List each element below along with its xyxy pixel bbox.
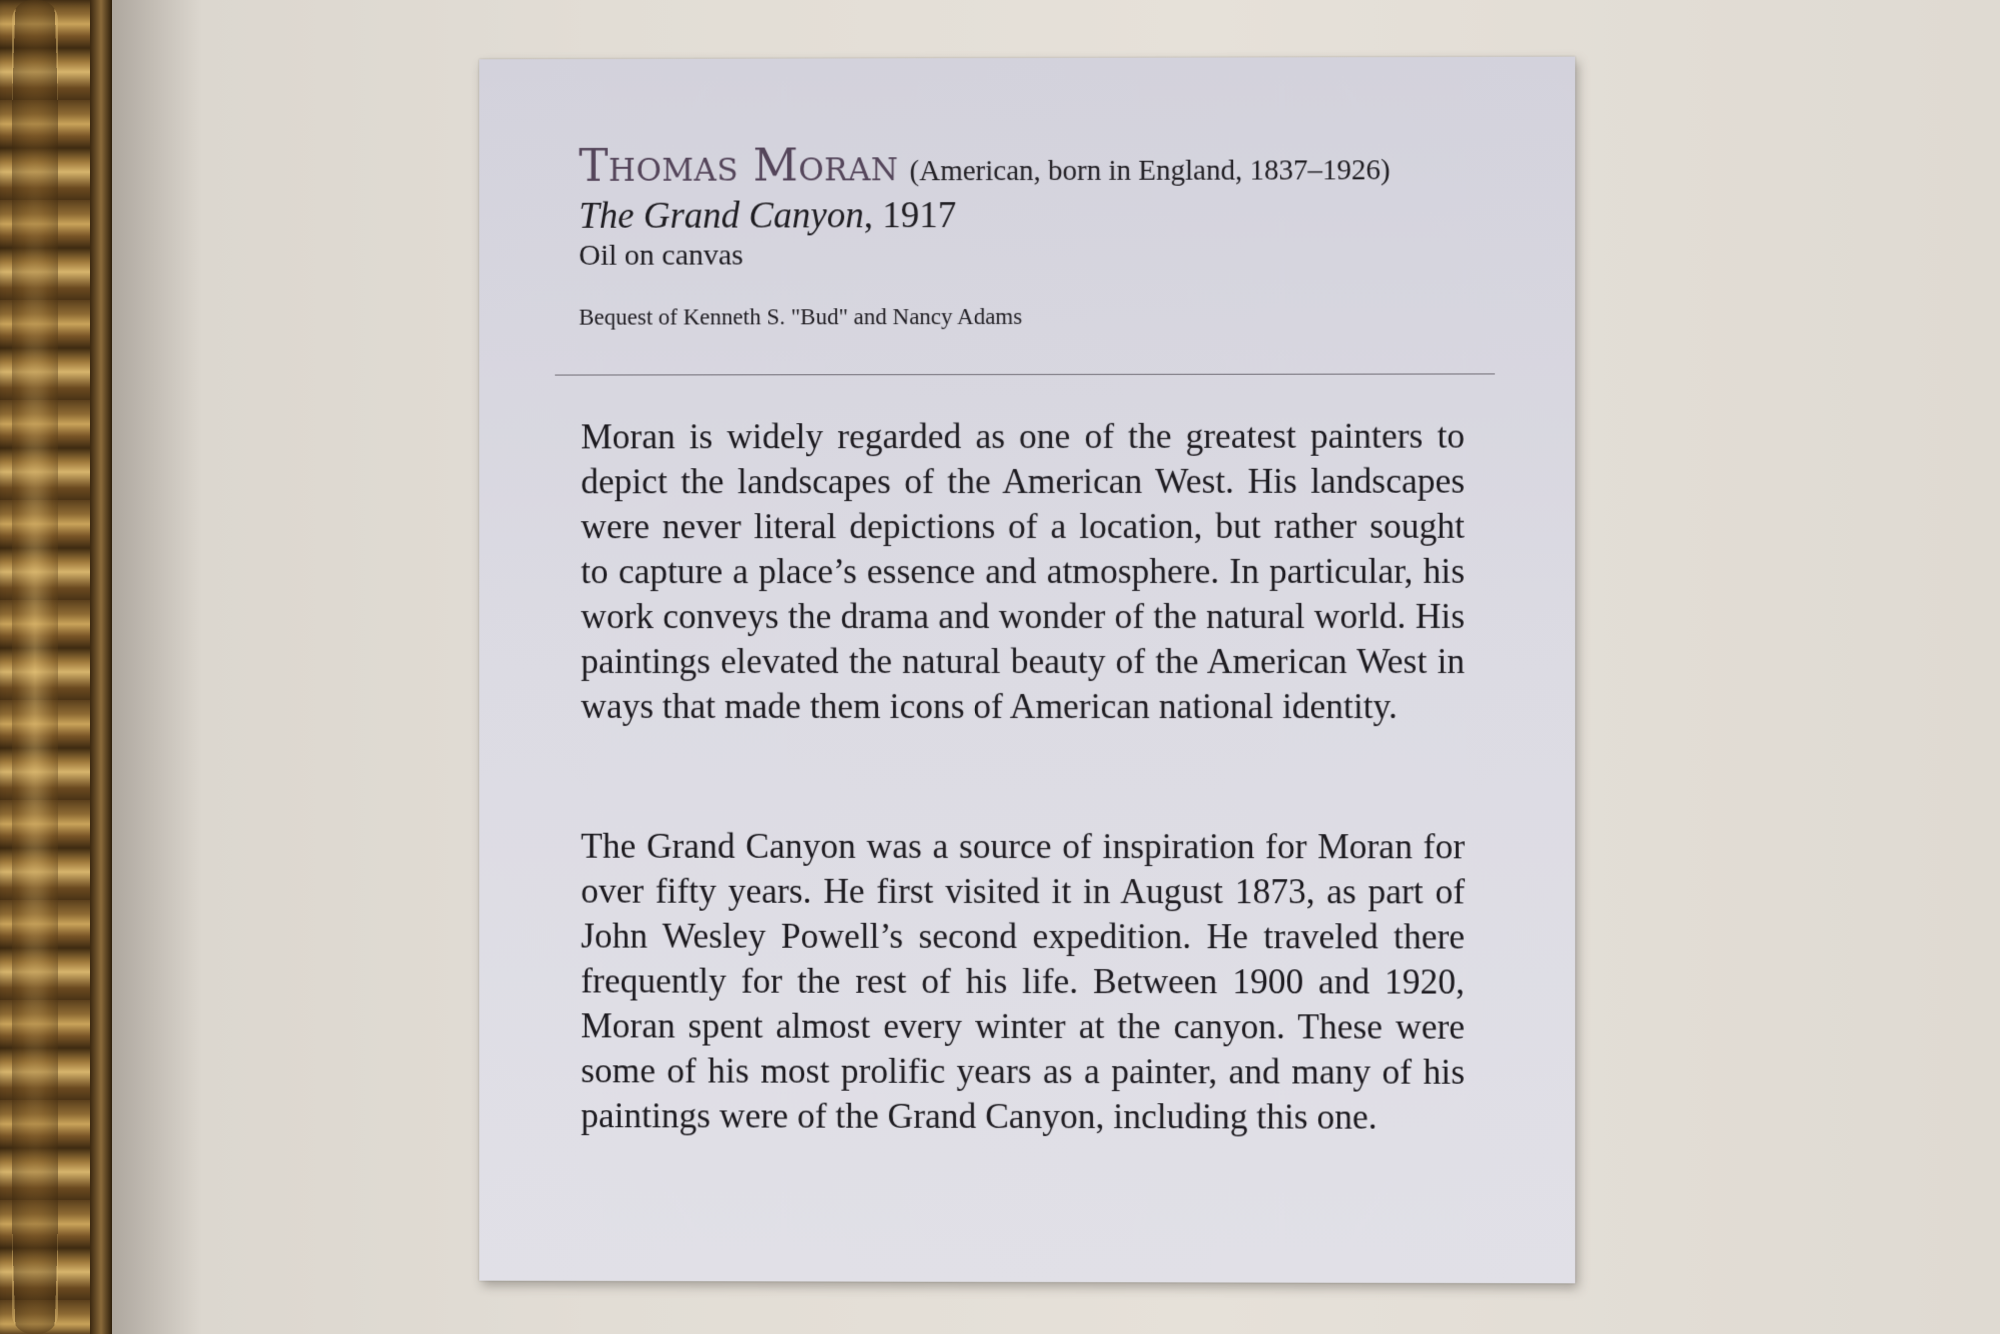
artwork-year: , 1917 [863, 195, 957, 237]
credit-line: Bequest of Kenneth S. "Bud" and Nancy Adams [578, 304, 1023, 330]
divider [555, 373, 1495, 375]
artist-bio: (American, born in England, 1837–1926) [909, 154, 1391, 188]
wall-shadow [112, 0, 202, 1334]
picture-frame-edge [0, 0, 112, 1334]
artwork-title: The Grand Canyon [578, 195, 864, 237]
description-paragraph-1: Moran is widely regarded as one of the greatest painters to depict the landscapes of the American West. His landscapes were never literal depictions of a location, but rather sought to capture a place’s essence and atmosphere. In particular, his work conveys the drama and wonder of the natural world. His paintings elevated the natural beauty of the American West in ways that made them icons of American national identity. [580, 415, 1465, 727]
description-paragraph-2: The Grand Canyon was a source of inspiration for Moran for over fifty years. He first visited it in August 1873, as part of John Wesley Powell’s second expedition. He traveled there frequently for the rest of his life. Between 1900 and 1920, Moran spent almost every winter at the canyon. These were some of his most prolific years as a painter, and many of his paintings were of the Grand Canyon, including this one. [580, 825, 1465, 1137]
artist-name: Thomas Moran [578, 140, 899, 192]
artwork-title-line [579, 194, 956, 238]
artwork-medium: Oil on canvas [578, 238, 744, 272]
museum-label-card [479, 57, 1575, 1284]
artist-line [579, 139, 1390, 192]
